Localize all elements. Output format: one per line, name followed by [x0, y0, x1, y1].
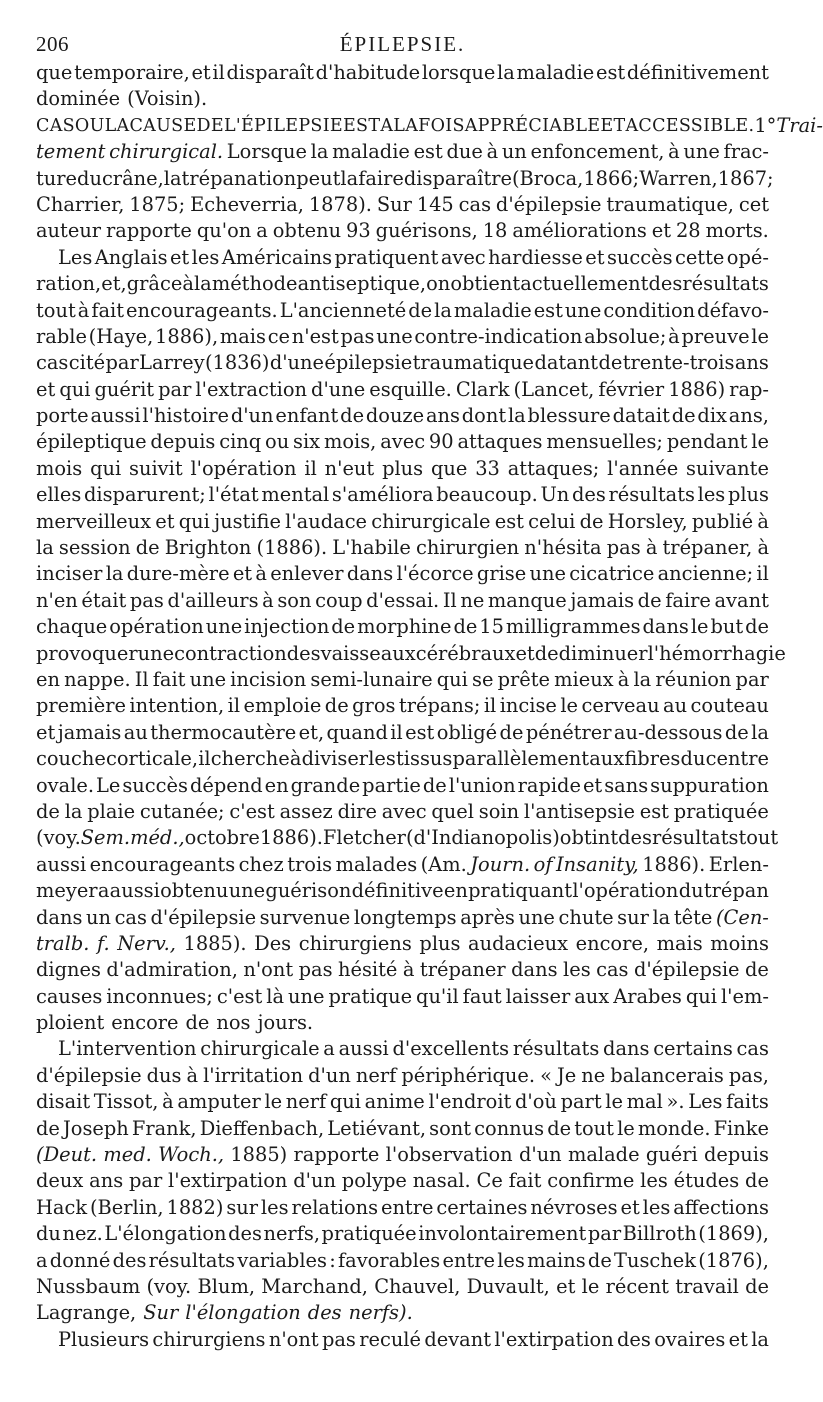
text-line: en nappe. Il fait une incision semi-lunaire qui se prête mieux à la réunion par	[36, 667, 769, 691]
text-line: que temporaire, et il disparaît d'habitude lorsque la maladie est définitivement	[36, 61, 769, 84]
text-line: la session de Brighton (1886). L'habile chirurgien n'hésita pas à trépaner, à	[36, 536, 769, 560]
text-line: de la plaie cutanée; c'est assez dire avec quel soin l'antisepsie est pratiquée	[36, 799, 769, 823]
text-line: rable (Haye, 1886), mais ce n'est pas une contre-indication absolue; à preuve le	[36, 324, 769, 348]
text-line: et jamais au thermocautère et, quand il est obligé de pénétrer au-dessous de la	[36, 720, 769, 744]
text-line: disait Tissot, à amputer le nerf qui anime l'endroit d'où part le mal ». Les faits	[36, 1090, 769, 1114]
text-line: chaque opération une injection de morphine de 15 milligrammes dans le but de	[36, 615, 769, 639]
text-line: auteur rapporte qu'on a obtenu 93 guérisons, 18 améliorations et 28 morts.	[36, 219, 769, 243]
text-line: tout à fait encourageants. L'ancienneté de la maladie est une condition défavo-	[36, 298, 769, 322]
text-line: ture du crâne, la trépanation peut la faire disparaître (Broca, 1866; Warren, 1867;	[36, 166, 774, 190]
text-line: épileptique depuis cinq ou six mois, avec 90 attaques mensuelles; pendant le	[36, 430, 769, 454]
text-line: elles disparurent; l'état mental s'améliora beaucoup. Un des résultats les plus	[36, 483, 769, 507]
text-line: Hack (Berlin, 1882) sur les relations entre certaines névroses et les affections	[36, 1195, 769, 1219]
text-line: de Joseph Frank, Dieffenbach, Letiévant, sont connus de tout le monde. Finke	[36, 1116, 769, 1140]
text-line: tralb. f. Nerv., 1885). Des chirurgiens plus audacieux encore, mais moins	[36, 931, 769, 955]
text-line: n'en était pas d'ailleurs à son coup d'essai. Il ne manque jamais de faire avant	[36, 588, 769, 612]
text-line: dignes d'admiration, n'ont pas hésité à trépaner dans les cas d'épilepsie de	[36, 958, 769, 982]
text-line: aussi encourageants chez trois malades (Am. Journ. of Insanity, 1886). Erlen-	[36, 852, 769, 876]
page-number: 206	[36, 32, 69, 56]
text-line: mois qui suivit l'opération il n'eut plus que 33 attaques; l'année suivante	[36, 456, 769, 480]
text-line: CAS OU LA CAUSE DE L'ÉPILEPSIE EST A LA FOIS APPRÉCIABLE ET ACCESSIBLE. 1° Trai-	[36, 113, 823, 137]
page-header	[36, 26, 769, 60]
text-line: cas cité par Larrey (1836) d'une épilepsie traumatique datant de trente-trois ans	[36, 351, 769, 375]
text-line: dominée (Voisin).	[36, 87, 208, 111]
text-line: dans un cas d'épilepsie survenue longtemps après une chute sur la tête (Cen-	[36, 905, 769, 929]
text-line: porte aussi l'histoire d'un enfant de douze ans dont la blessure datait de dix ans,	[36, 404, 769, 428]
text-line: meyer a aussi obtenu une guérison définitive en pratiquant l'opération du trépan	[36, 879, 769, 903]
book-page	[36, 26, 823, 1353]
text-line: merveilleux et qui justifie l'audace chirurgicale est celui de Horsley, publié à	[36, 509, 769, 533]
text-line: et qui guérit par l'extraction d'une esquille. Clark (Lancet, février 1886) rap-	[36, 377, 769, 401]
text-line: ovale. Le succès dépend en grande partie de l'union rapide et sans suppuration	[36, 773, 769, 797]
text-line: Lagrange, Sur l'élongation des nerfs).	[36, 1301, 413, 1325]
text-line: d'épilepsie dus à l'irritation d'un nerf périphérique. « Je ne balancerais pas,	[36, 1063, 769, 1087]
text-line: ploient encore de nos jours.	[36, 1011, 314, 1035]
text-line: deux ans par l'extirpation d'un polype nasal. Ce fait confirme les études de	[36, 1169, 769, 1193]
text-line: Charrier, 1875; Echeverria, 1878). Sur 145 cas d'épilepsie traumatique, cet	[36, 192, 769, 216]
text-line: tement chirurgical. Lorsque la maladie est due à un enfoncement, à une frac-	[36, 140, 769, 164]
text-line: a donné des résultats variables : favorables entre les mains de Tuschek (1876),	[36, 1248, 769, 1272]
text-line: inciser la dure-mère et à enlever dans l'écorce grise une cicatrice ancienne; il	[36, 562, 769, 586]
text-line: Nussbaum (voy. Blum, Marchand, Chauvel, Duvault, et le récent travail de	[36, 1274, 769, 1298]
text-line: provoquer une contraction des vaisseaux cérébraux et de diminuer l'hémorrhagie	[36, 641, 786, 665]
text-line: ration, et, grâce à la méthode antiseptique, on obtient actuellement des résultats	[36, 272, 769, 296]
text-line: du nez. L'élongation des nerfs, pratiquée involontairement par Billroth (1869),	[36, 1222, 769, 1246]
text-line: L'intervention chirurgicale a aussi d'excellents résultats dans certains cas	[58, 1037, 769, 1061]
text-line: (voy. Sem. méd., octobre 1886). Fletcher (d'Indianopolis) obtint des résultats tout	[36, 826, 779, 850]
text-line: Plusieurs chirurgiens n'ont pas reculé devant l'extirpation des ovaires et la	[58, 1327, 769, 1351]
text-line: Les Anglais et les Américains pratiquent avec hardiesse et succès cette opé-	[58, 245, 769, 269]
page-body-text	[36, 60, 823, 1353]
text-line: causes inconnues; c'est là une pratique qu'il faut laisser aux Arabes qui l'em-	[36, 984, 769, 1008]
text-line: première intention, il emploie de gros trépans; il incise le cerveau au couteau	[36, 694, 769, 718]
text-line: (Deut. med. Woch., 1885) rapporte l'observation d'un malade guéri depuis	[36, 1143, 769, 1167]
running-title: ÉPILEPSIE.	[339, 32, 466, 56]
text-line: couche corticale, il cherche à diviser les tissus parallèlement aux fibres du centre	[36, 747, 769, 771]
